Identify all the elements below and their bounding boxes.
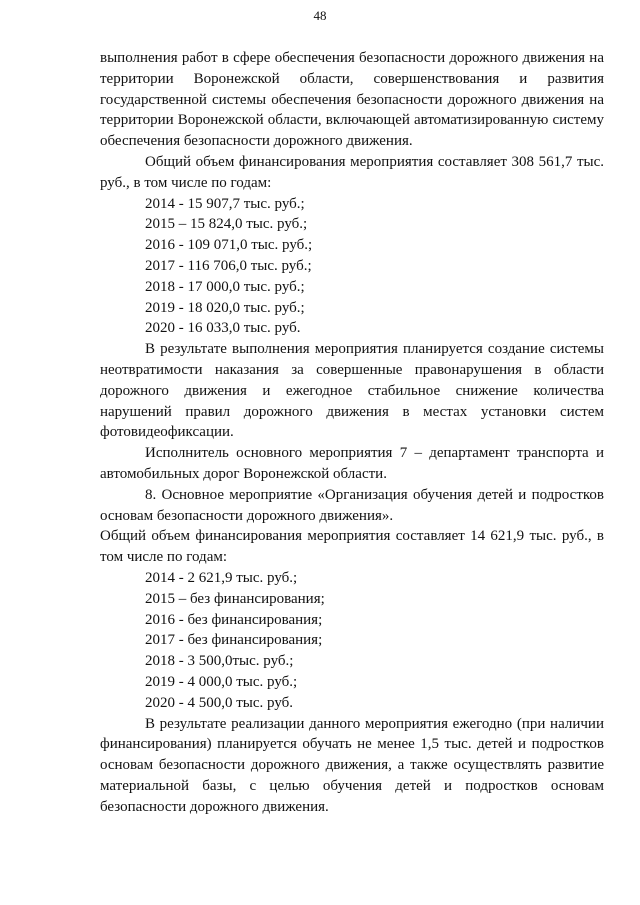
funding-by-year-list-7: [100, 194, 604, 340]
list-item: 2019 - 18 020,0 тыс. руб.;: [145, 299, 305, 316]
list-item: 2018 - 3 500,0тыс. руб.;: [145, 653, 294, 670]
list-item: 2016 - 109 071,0 тыс. руб.;: [145, 237, 313, 254]
list-item: 2017 - без финансирования;: [145, 632, 323, 649]
document-body: [100, 48, 604, 817]
list-item: 2019 - 4 000,0 тыс. руб.;: [145, 673, 298, 690]
list-item: 2015 – без финансирования;: [145, 590, 325, 607]
paragraph-result-8: В результате реализации данного мероприятия ежегодно (при наличии финансирования) планируется обучать не менее 1,5 тыс. детей и подростков основам безопасности дорожного движения, а также осуществлять развитие материальной базы, с целью обучения детей и подростков основам безопасности дорожного движения.: [100, 715, 604, 815]
paragraph-executor-7: Исполнитель основного мероприятия 7 – департамент транспорта и автомобильных дорог Воронежской области.: [100, 445, 604, 482]
paragraph-work-scope: выполнения работ в сфере обеспечения безопасности дорожного движения на территории Воронежской области, совершенствования и развития государственной системы обеспечения безопасности дорожного движения на территории Воронежской области, включающей автоматизированную систему обеспечения безопасности дорожного движения.: [100, 50, 604, 150]
list-item: 2020 - 4 500,0 тыс. руб.: [145, 694, 294, 711]
paragraph-funding-total-7: Общий объем финансирования мероприятия составляет 308 561,7 тыс. руб., в том числе по годам:: [100, 153, 604, 191]
list-item: 2014 - 2 621,9 тыс. руб.;: [145, 569, 298, 586]
funding-by-year-list-8: [100, 568, 604, 714]
list-item: 2014 - 15 907,7 тыс. руб.;: [145, 195, 305, 212]
list-item: 2020 - 16 033,0 тыс. руб.: [145, 320, 301, 337]
paragraph-measure-8-title: 8. Основное мероприятие «Организация обучения детей и подростков основам безопасности дорожного движения».: [100, 486, 604, 524]
paragraph-result-7: В результате выполнения мероприятия планируется создание системы неотвратимости наказания за совершенные правонарушения в области дорожного движения и ежегодное стабильное снижение количества нарушений правил дорожного движения в местах установки систем фотовидеофиксации.: [100, 341, 604, 441]
paragraph-funding-total-8: Общий объем финансирования мероприятия составляет 14 621,9 тыс. руб., в том числе по годам:: [100, 528, 604, 566]
page-number: 48: [313, 8, 327, 23]
list-item: 2018 - 17 000,0 тыс. руб.;: [145, 278, 305, 295]
list-item: 2016 - без финансирования;: [145, 611, 323, 628]
list-item: 2015 – 15 824,0 тыс. руб.;: [145, 216, 308, 233]
list-item: 2017 - 116 706,0 тыс. руб.;: [145, 257, 312, 274]
